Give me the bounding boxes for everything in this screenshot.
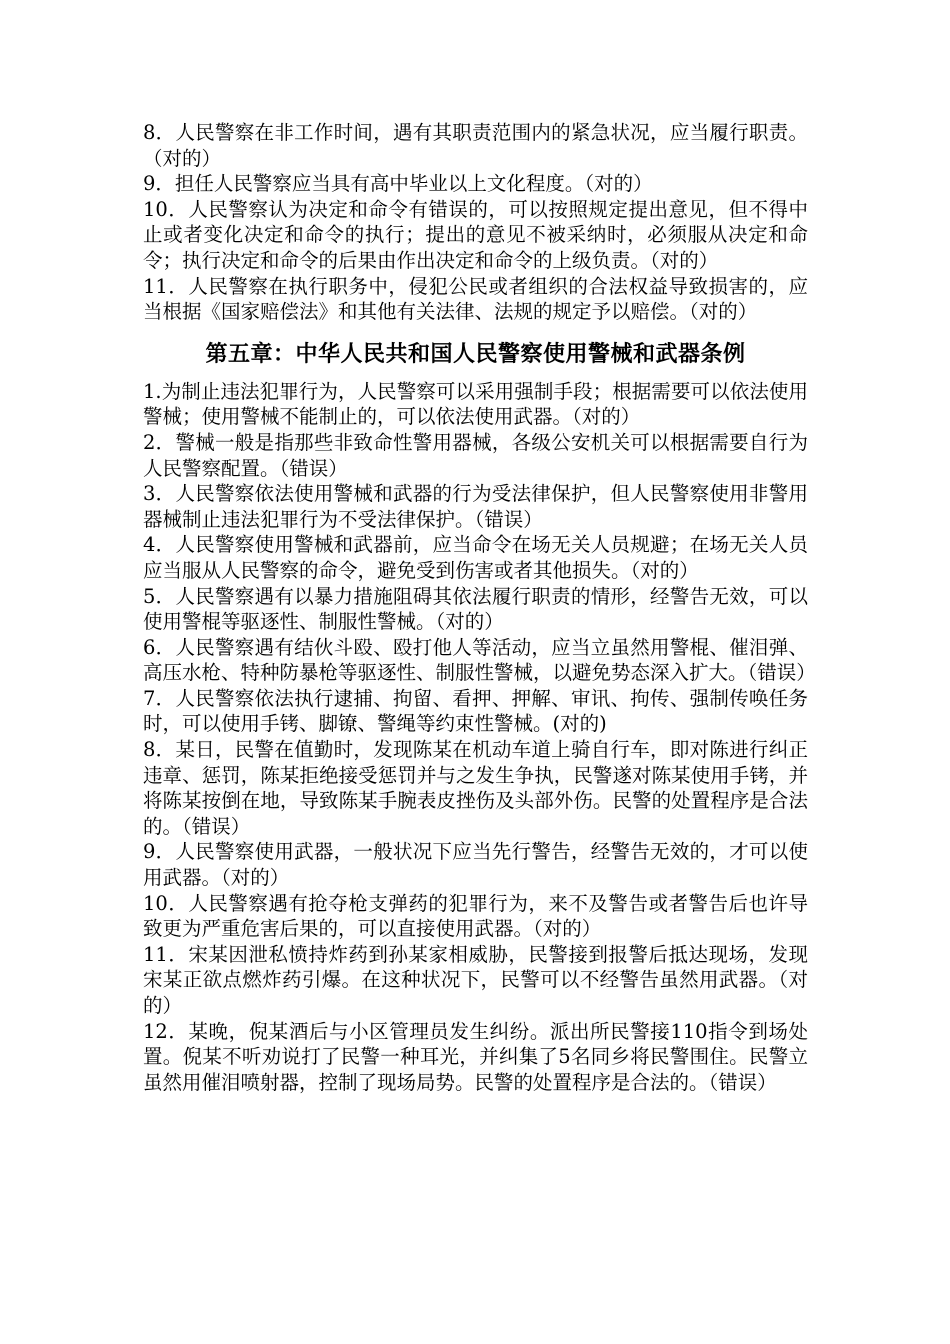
- question-item: 4．人民警察使用警械和武器前，应当命令在场无关人员规避；在场无关人员应当服从人民警察的命令，避免受到伤害或者其他损失。（对的）: [143, 533, 808, 582]
- question-item: 1.为制止违法犯罪行为，人民警察可以采用强制手段；根据需要可以依法使用警械；使用警械不能制止的，可以依法使用武器。（对的）: [143, 379, 808, 429]
- question-item: 3．人民警察依法使用警械和武器的行为受法律保护，但人民警察使用非警用器械制止违法犯罪行为不受法律保护。（错误）: [143, 482, 808, 531]
- question-item: 9．担任人民警察应当具有高中毕业以上文化程度。（对的）: [143, 172, 653, 196]
- question-item: 9．人民警察使用武器，一般状况下应当先行警告，经警告无效的，才可以使用武器。（对的）: [143, 840, 808, 890]
- question-item: 12．某晚，倪某酒后与小区管理员发生纠纷。派出所民警接110指令到场处置。倪某不听劝说打了民警一种耳光，并纠集了5名同乡将民警围住。民警立虽然用催泪喷射器，控制了现场局势。民警的处置程序是合法的。（错误）: [143, 1019, 808, 1094]
- chapter-heading: 第五章：中华人民共和国人民警察使用警械和武器条例: [205, 340, 746, 367]
- question-item: 8．某日，民警在值勤时，发现陈某在机动车道上骑自行车，即对陈进行纠正违章、惩罚，陈某拒绝接受惩罚并与之发生争执，民警遂对陈某使用手铐，并将陈某按倒在地，导致陈某手腕表皮挫伤及头部外伤。民警的处置程序是合法的。（错误）: [143, 738, 808, 838]
- document-page: [143, 120, 816, 1095]
- question-item: 5．人民警察遇有以暴力措施阻碍其依法履行职责的情形，经警告无效，可以使用警棍等驱逐性、制服性警械。（对的）: [143, 584, 808, 634]
- question-item: 6．人民警察遇有结伙斗殴、殴打他人等活动，应当立虽然用警棍、催泪弹、高压水枪、特种防暴枪等驱逐性、制服性警械，以避免势态深入扩大。（错误）: [143, 635, 816, 685]
- question-item: 11．人民警察在执行职务中，侵犯公民或者组织的合法权益导致损害的，应当根据《国家赔偿法》和其他有关法律、法规的规定予以赔偿。（对的）: [143, 274, 808, 324]
- question-item: 2．警械一般是指那些非致命性警用器械，各级公安机关可以根据需要自行为人民警察配置。（错误）: [143, 430, 808, 480]
- question-item: 11．宋某因泄私愤持炸药到孙某家相威胁，民警接到报警后抵达现场，发现宋某正欲点燃炸药引爆。在这种状况下，民警可以不经警告虽然用武器。（对的）: [143, 942, 808, 1017]
- question-item: 7．人民警察依法执行逮捕、拘留、看押、押解、审讯、拘传、强制传唤任务时，可以使用手铐、脚镣、警绳等约束性警械。(对的): [143, 686, 808, 736]
- question-item: 8．人民警察在非工作时间，遇有其职责范围内的紧急状况，应当履行职责。（对的）: [143, 121, 808, 170]
- question-item: 10．人民警察遇有抢夺枪支弹药的犯罪行为，来不及警告或者警告后也许导致更为严重危害后果的，可以直接使用武器。（对的）: [143, 891, 808, 941]
- question-item: 10．人民警察认为决定和命令有错误的，可以按照规定提出意见，但不得中止或者变化决定和命令的执行；提出的意见不被采纳时，必须服从决定和命令；执行决定和命令的后果由作出决定和命令的上级负责。（对的）: [143, 197, 808, 272]
